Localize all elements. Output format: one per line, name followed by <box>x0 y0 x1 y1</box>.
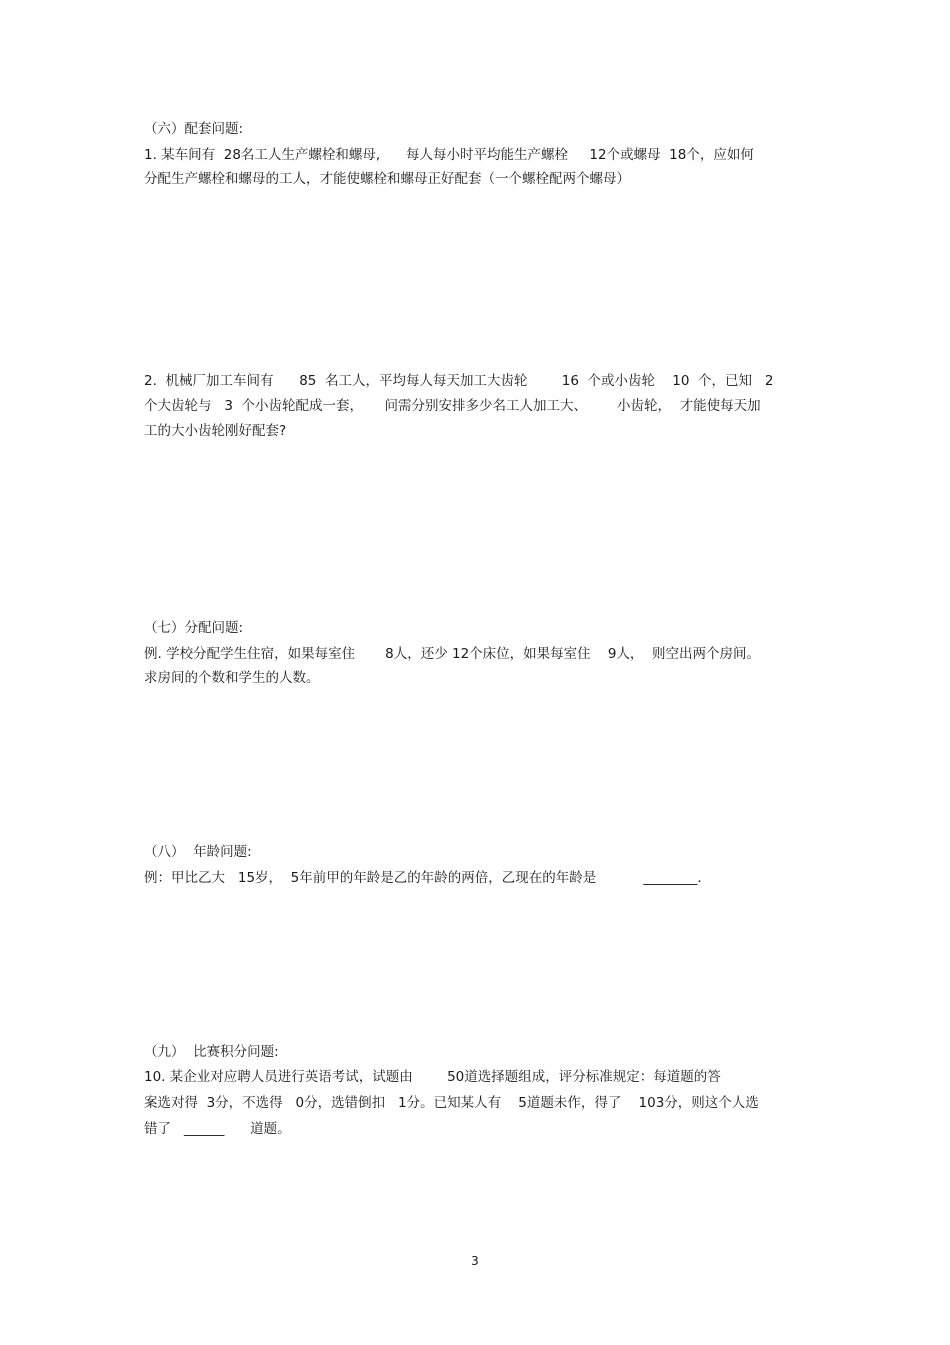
section-heading-9: （九） 比赛积分问题: <box>144 1044 279 1060</box>
problem-2-line-2: 个大齿轮与 3 个小齿轮配成一套， 问需分别安排多少名工人加工大、 小齿轮， 才能使每天加 <box>144 398 761 414</box>
problem-2-line-3: 工的大小齿轮刚好配套? <box>144 423 287 439</box>
example-8-line-1: 例：甲比乙大 15岁， 5年前甲的年龄是乙的年龄的两倍，乙现在的年龄是 ________. <box>144 870 702 886</box>
example-7-line-1: 例. 学校分配学生住宿，如果每室住 8人，还少 12个床位，如果每室住 9人， 则空出两个房间。 <box>144 646 761 662</box>
problem-10-line-1: 10. 某企业对应聘人员进行英语考试，试题由 50道选择题组成，评分标准规定：每道题的答 <box>144 1069 721 1085</box>
problem-1-line-2: 分配生产螺栓和螺母的工人，才能使螺栓和螺母正好配套（一个螺栓配两个螺母） <box>144 171 630 187</box>
section-heading-8: （八） 年龄问题: <box>144 844 252 860</box>
problem-10-line-2: 案选对得 3分，不选得 0分，选错倒扣 1分。已知某人有 5道题未作，得了 103分，则这个人选 <box>144 1095 759 1111</box>
problem-1-line-1: 1. 某车间有 28名工人生产螺栓和螺母, 每人每小时平均能生产螺栓 12个或螺母 18个，应如何 <box>144 147 754 163</box>
problem-10-line-3: 错了 ______ 道题。 <box>144 1121 291 1137</box>
section-heading-6: （六）配套问题: <box>144 121 244 137</box>
problem-2-line-1: 2. 机械厂加工车间有 85 名工人，平均每人每天加工大齿轮 16 个或小齿轮 10 个，已知 2 <box>144 373 774 389</box>
section-heading-7: （七）分配问题: <box>144 620 244 636</box>
page-number: 3 <box>471 1254 479 1268</box>
example-7-line-2: 求房间的个数和学生的人数。 <box>144 670 320 686</box>
